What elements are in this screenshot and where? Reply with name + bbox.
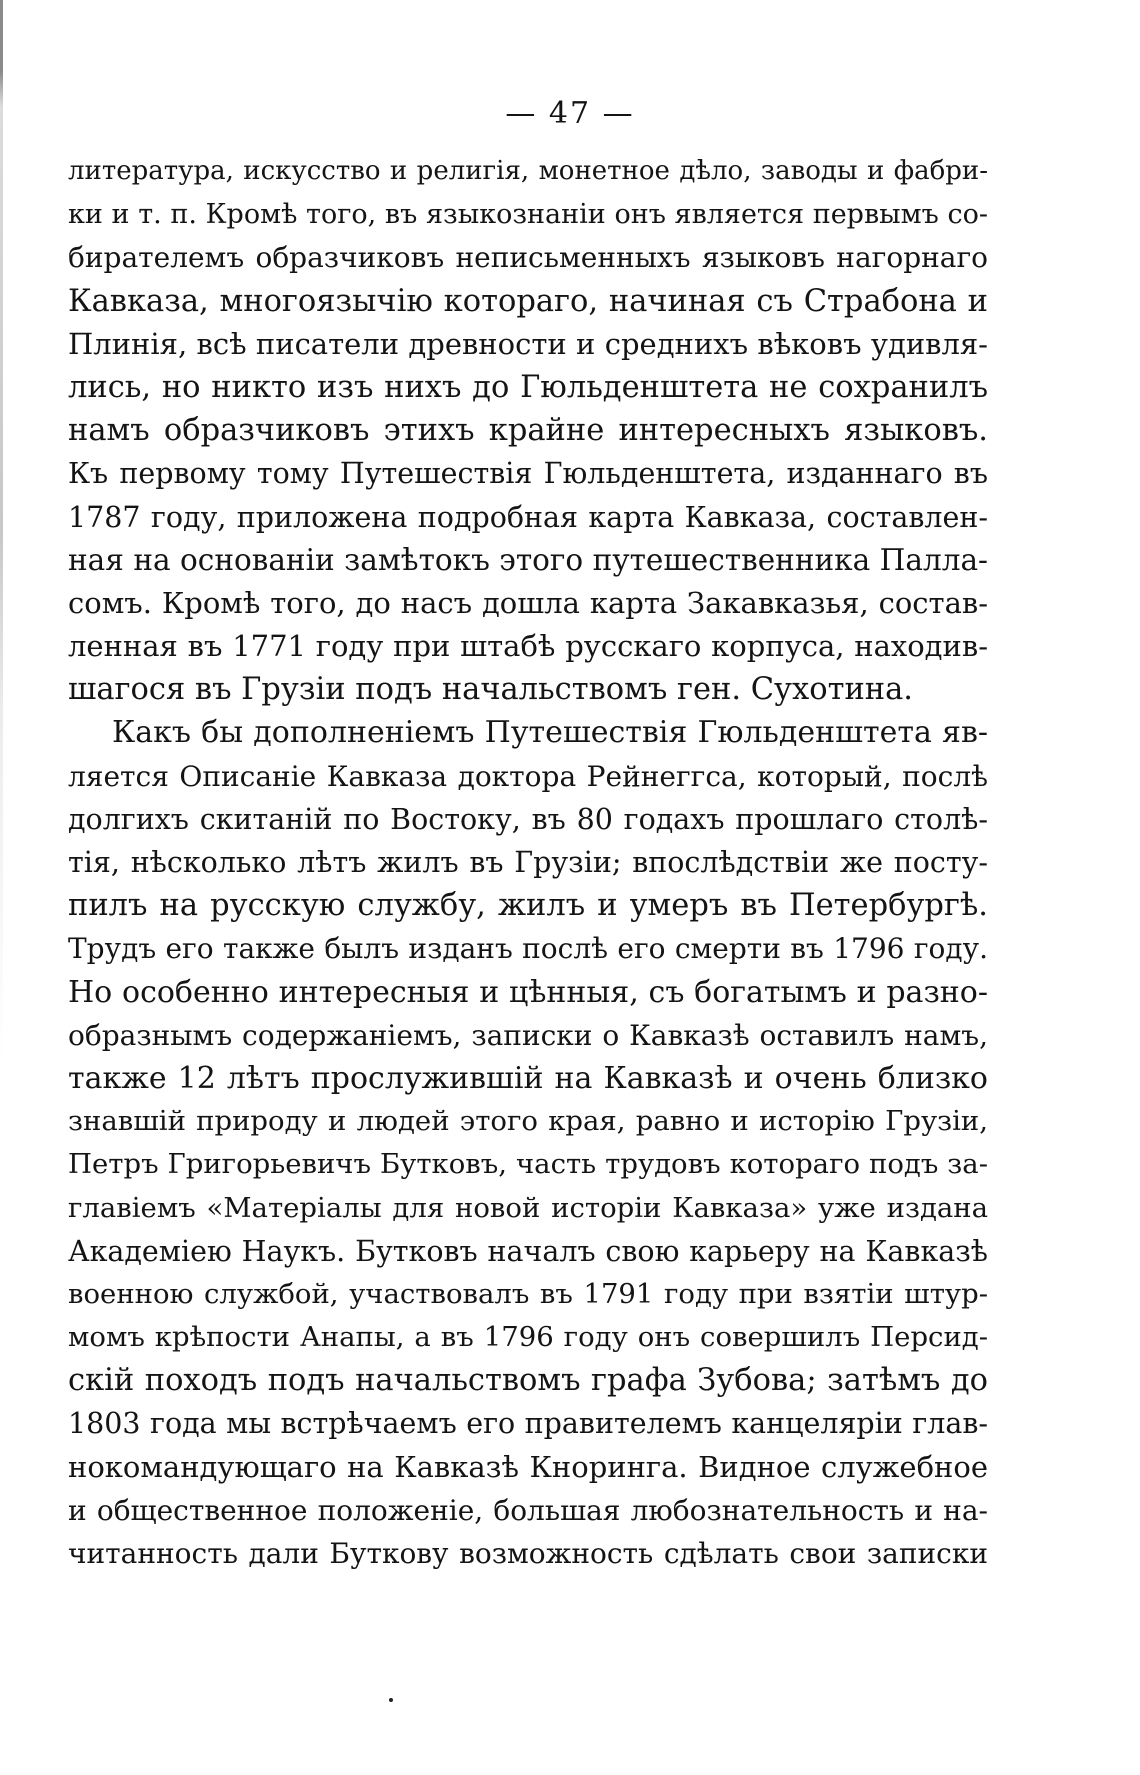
text-line: Трудъ его также былъ изданъ послѣ его смерти въ 1796 году. <box>68 932 988 966</box>
text-line: сомъ. Кромѣ того, до насъ дошла карта Закавказья, состав- <box>68 585 988 620</box>
text-line: шагося въ Грузіи подъ начальствомъ ген. Сухотина. <box>68 672 913 708</box>
text-line: 1787 году, приложена подробная карта Кавказа, составлен- <box>68 500 988 534</box>
text-line: нокомандующаго на Кавказѣ Кноринга. Видное служебное <box>68 1449 988 1484</box>
text-line: Плинія, всѣ писатели древности и среднихъ вѣковъ удивля- <box>68 326 988 361</box>
text-line: ляется Описаніе Кавказа доктора Рейнеггса, который, послѣ <box>68 759 988 793</box>
page-number: — 47 — <box>505 96 635 131</box>
paragraph-1 <box>68 150 988 711</box>
scan-left-edge <box>0 0 3 1775</box>
text-line: Кавказа, многоязычію котораго, начиная съ Страбона и <box>68 283 988 319</box>
text-line: ная на основаніи замѣтокъ этого путешественника Палла- <box>68 542 988 577</box>
text-line: образнымъ содержаніемъ, записки о Кавказѣ оставилъ намъ, <box>68 1018 988 1052</box>
text-line: военною службой, участвовалъ въ 1791 году при взятіи штур- <box>68 1277 988 1310</box>
text-line: 1803 года мы встрѣчаемъ его правителемъ канцеляріи глав- <box>68 1407 988 1441</box>
text-line: момъ крѣпости Анапы, а въ 1796 году онъ совершилъ Персид- <box>68 1321 988 1354</box>
text-line: литература, искусство и религія, монетное дѣло, заводы и фабри- <box>68 156 988 186</box>
text-line: также 12 лѣтъ прослужившій на Кавказѣ и очень близко <box>68 1060 988 1096</box>
text-line: тія, нѣсколько лѣтъ жилъ въ Грузіи; впослѣдствіи же посту- <box>68 846 988 879</box>
text-line: главіемъ «Матеріалы для новой исторіи Кавказа» уже издана <box>68 1191 988 1224</box>
text-line: и общественное положеніе, большая любознательность и на- <box>68 1493 988 1527</box>
text-line: долгихъ скитаній по Востоку, въ 80 годахъ прошлаго столѣ- <box>68 802 988 836</box>
text-line: знавшій природу и людей этого края, равно и исторію Грузіи, <box>68 1105 988 1138</box>
text-line: читанность дали Буткову возможность сдѣлать свои записки <box>68 1537 988 1570</box>
text-line: намъ образчиковъ этихъ крайне интересныхъ языковъ. <box>68 413 988 449</box>
body-text <box>68 150 988 1575</box>
text-line: бирателемъ образчиковъ неписьменныхъ языковъ нагорнаго <box>68 241 988 275</box>
paragraph-2 <box>68 711 988 1575</box>
text-line: ки и т. п. Кромѣ того, въ языкознаніи онъ является первымъ со- <box>68 199 988 231</box>
text-line: Но особенно интересныя и цѣнныя, съ богатымъ и разно- <box>68 974 988 1010</box>
text-line: скій походъ подъ начальствомъ графа Зубова; затѣмъ до <box>68 1363 988 1399</box>
text-line: Какъ бы дополненіемъ Путешествія Гюльденштета яв- <box>112 715 988 751</box>
text-line: Къ первому тому Путешествія Гюльденштета, изданнаго въ <box>68 457 988 491</box>
text-line: лись, но никто изъ нихъ до Гюльденштета не сохранилъ <box>68 369 988 405</box>
scan-speck <box>389 1698 393 1702</box>
text-line: пилъ на русскую службу, жилъ и умеръ въ Петербургѣ. <box>68 888 988 924</box>
text-line: Петръ Григорьевичъ Бутковъ, часть трудовъ котораго подъ за- <box>68 1148 988 1181</box>
text-line: Академіею Наукъ. Бутковъ началъ свою карьеру на Кавказѣ <box>68 1234 988 1268</box>
text-line: ленная въ 1771 году при штабѣ русскаго корпуса, находив- <box>68 629 988 664</box>
